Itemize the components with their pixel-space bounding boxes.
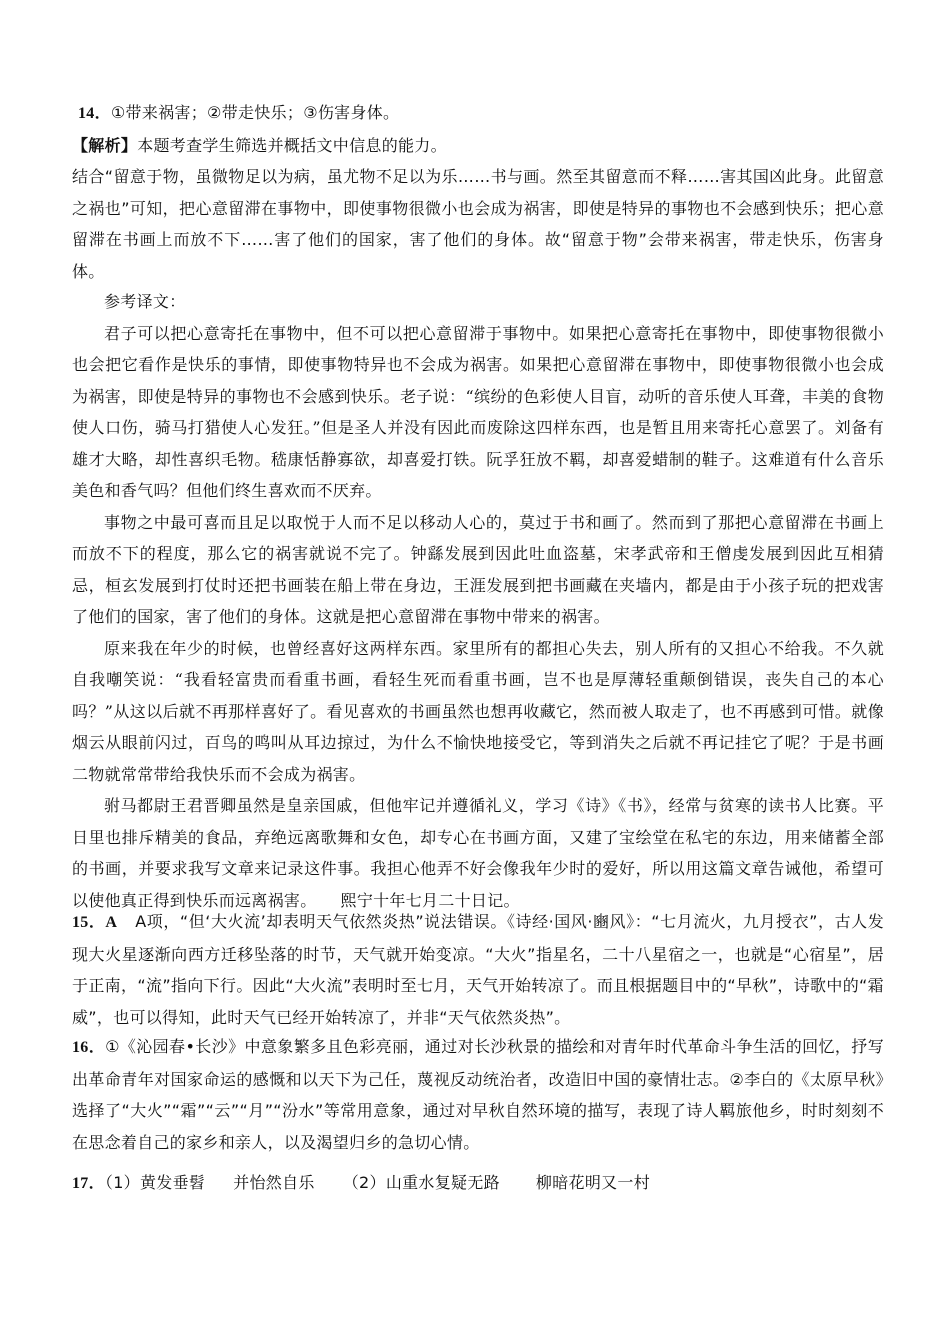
q15-answer: A <box>105 914 118 931</box>
translation-paragraph-3: 原来我在年少的时候，也曾经喜好这两样东西。家里所有的都担心失去，别人所有的又担心不给我。不久就自我嘲笑说：“我看轻富贵而看重书画，看轻生死而看重书画，岂不也是厚薄轻重颠倒错误，丧失自己的本心吗？”从这以后就不再那样喜好了。看见喜欢的书画虽然也想再收藏它，然而被人取走了，也不再感到可惜。就像烟云从眼前闪过，百鸟的鸣叫从耳边掠过，为什么不愉快地接受它，等到消失之后就不再记挂它了呢？于是书画二物就常常带给我快乐而不会成为祸害。 <box>72 638 884 784</box>
q16-explanation: ①《沁园春•长沙》中意象繁多且色彩亮丽，通过对长沙秋景的描绘和对青年时代革命斗争生活的回忆，抒写出革命青年对国家命运的感慨和以天下为己任，蔑视反动统治者，改造旧中国的豪情壮志。②李白的《太原早秋》选择了“大火”“霜”“云”“月”“汾水”等常用意象，通过对早秋自然环境的描写，表现了诗人羁旅他乡，时时刻刻不在思念着自己的家乡和亲人，以及渴望归乡的急切心情。 <box>72 1037 884 1152</box>
q17-part2-a: 山重水复疑无路 <box>385 1173 500 1192</box>
q14-answer: ①带来祸害；②带走快乐；③伤害身体。 <box>110 103 400 122</box>
q15-number: 15． <box>72 914 106 931</box>
q15-explanation: A项，“但‘大火流’却表明天气依然炎热”说法错误。《诗经·国风·豳风》：“七月流火，九月授衣”，古人发现大火星逐渐向西方迁移坠落的时节，天气就开始变凉。“大火”指星名，二十八星宿之一，也就是“心宿星”，居于正南，“流”指向下行。因此“大火流”表明时至七月，天气开始转凉了。而且根据题目中的“早秋”，诗歌中的“霜威”，也可以得知，此时天气已经开始转凉了，并非“天气依然炎热”。 <box>72 912 884 1027</box>
translation-paragraph-4-text: 驸马都尉王君晋卿虽然是皇亲国戚，但他牢记并遵循礼义，学习《诗》《书》，经常与贫寒的读书人比赛。平日里也排斥精美的食品，弃绝远离歌舞和女色，却专心在书画方面，又建了宝绘堂在私宅的东边，用来储蓄全部的书画，并要求我写文章来记录这件事。我担心他弄不好会像我年少时的爱好，所以用这篇文章告诫他，希望可以使他真正得到快乐而远离祸害。 <box>72 796 884 910</box>
q14-analysis: 本题考查学生筛选并概括文中信息的能力。 <box>137 135 447 155</box>
q17-part2-label: （2） <box>342 1173 386 1192</box>
q17-number: 17． <box>72 1175 105 1192</box>
q14-analysis-line <box>72 130 884 162</box>
q16-number: 16． <box>72 1039 106 1056</box>
translation-paragraph-4 <box>72 790 884 916</box>
translation-paragraph-1: 君子可以把心意寄托在事物中，但不可以把心意留滞于事物中。如果把心意寄托在事物中，即使事物很微小也会把它看作是快乐的事情，即使事物特异也不会成为祸害。如果把心意留滞在事物中，即使事物很微小也会成为祸害，即使是特异的事物也不会感到快乐。老子说：“缤纷的色彩使人目盲，动听的音乐使人耳聋，丰美的食物使人口伤，骑马打猎使人心发狂。”但是圣人并没有因此而废除这四样东西，也是暂且用来寄托心意罢了。刘备有雄才大略，却性喜织毛物。嵇康恬静寡欲，却喜爱打铁。阮孚狂放不羁，却喜爱蜡制的鞋子。这难道有什么音乐美色和香气吗？但他们终生喜欢而不厌弃。 <box>72 323 884 500</box>
q16-line <box>72 1031 884 1158</box>
q16-block <box>72 1031 884 1158</box>
q15-block <box>72 906 884 1033</box>
q14-number: 14． <box>78 105 111 122</box>
q14-translation <box>72 286 884 916</box>
q17-block <box>72 1167 884 1200</box>
q15-line <box>72 906 884 1033</box>
q17-part1-label: （1） <box>104 1173 140 1192</box>
q14-explanation: 结合“留意于物，虽微物足以为病，虽尤物不足以为乐……书与画。然至其留意而不释……害其国凶此身。此留意之祸也”可知，把心意留滞在事物中，即使事物很微小也会成为祸害，即使是特异的事物也不会感到快乐；把心意留滞在书画上而放不下……害了他们的国家，害了他们的身体。故“留意于物”会带来祸害，带走快乐，伤害身体。 <box>72 167 884 281</box>
q17-part2-b: 柳暗花明又一村 <box>535 1173 651 1192</box>
q17-part1-a: 黄发垂髫 <box>140 1173 206 1192</box>
q14-analysis-tag: 【解析】 <box>72 135 138 155</box>
translation-paragraph-2: 事物之中最可喜而且足以取悦于人而不足以移动人心的，莫过于书和画了。然而到了那把心意留滞在书画上而放不下的程度，那么它的祸害就说不完了。钟繇发展到因此吐血盗墓，宋孝武帝和王僧虔发展到因此互相猜忌，桓玄发展到打仗时还把书画装在船上带在身边，王涯发展到把书画藏在夹墙内，都是由于小孩子玩的把戏害了他们的国家，害了他们的身体。这就是把心意留滞在事物中带来的祸害。 <box>72 512 884 626</box>
translation-date: 熙宁十年七月二十日记。 <box>340 890 520 910</box>
q14-block <box>72 97 884 287</box>
translation-title: 参考译文： <box>104 292 186 311</box>
q14-answer-line <box>72 97 884 130</box>
q17-part1-b: 并怡然自乐 <box>233 1173 315 1192</box>
q17-line <box>72 1167 884 1200</box>
